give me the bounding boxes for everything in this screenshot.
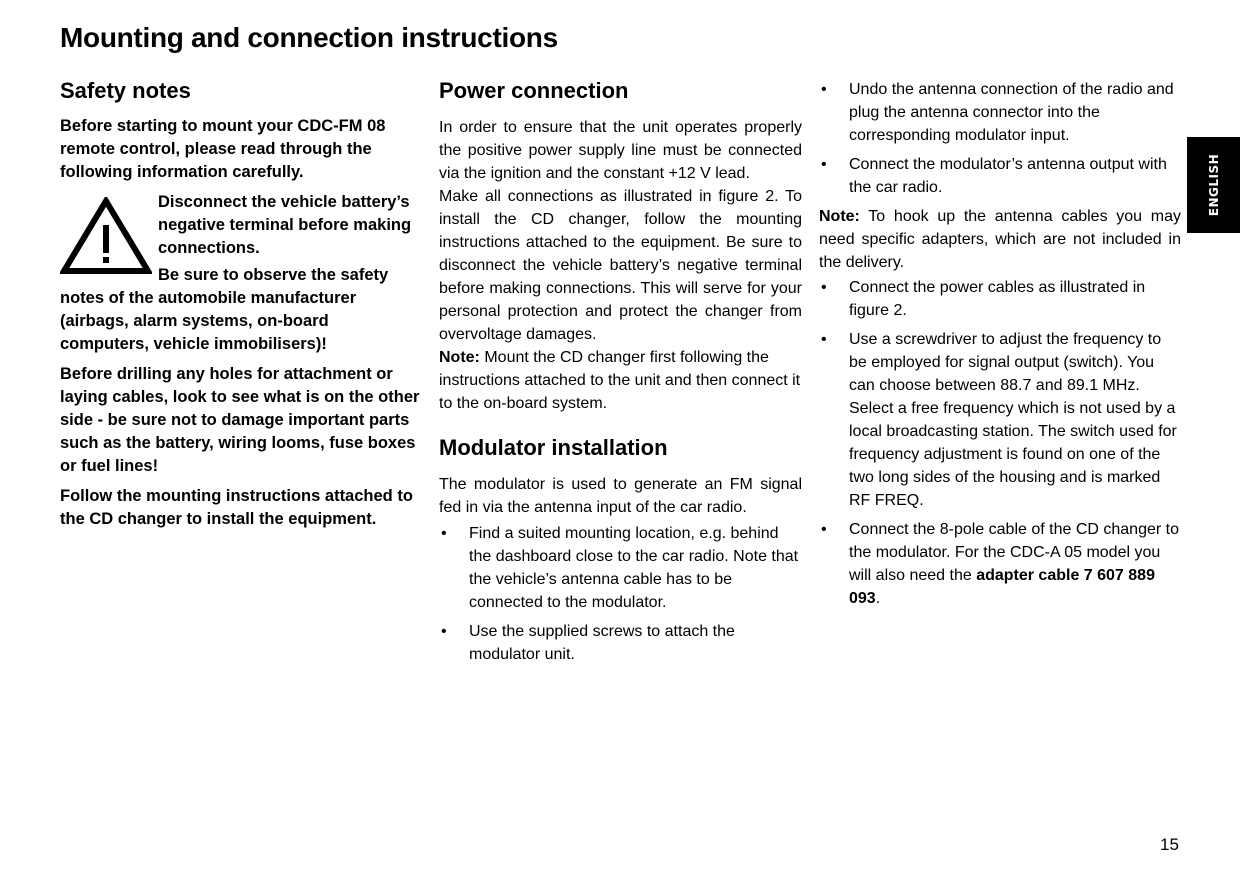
bullet-icon: •	[821, 521, 827, 538]
list-item: • Connect the 8-pole cable of the CD changer to the modulator. For the CDC-A 05 model you will also need the adapter cable 7 607 889 093.	[819, 518, 1181, 610]
bullet-icon: •	[441, 525, 447, 542]
adapter-cable-part-number: adapter cable 7 607 889 093	[849, 567, 1155, 607]
list-item: • Find a suited mounting location, e.g. behind the dashboard close to the car radio. Note that the vehicle’s antenna cable has to be connected to the modulator.	[439, 522, 802, 614]
bullet-icon: •	[821, 156, 827, 173]
modulator-installation-heading: Modulator installation	[439, 435, 668, 460]
drilling-warning: Before drilling any holes for attachment or laying cables, look to see what is on the other side - be sure not to damage important parts such as the battery, wiring looms, fuse boxes or fuel lines!	[60, 365, 420, 475]
modulator-paragraph: The modulator is used to generate an FM signal fed in via the antenna input of the car radio.	[439, 476, 802, 516]
list-item: • Use the supplied screws to attach the modulator unit.	[439, 620, 802, 666]
antenna-bullet-list	[819, 78, 1181, 199]
safety-notes-column	[60, 78, 422, 538]
power-connection-column	[439, 78, 802, 672]
language-side-tab	[1187, 137, 1240, 233]
note-text: Mount the CD changer first following the instructions attached to the unit and then connect it to the on-board system.	[439, 349, 801, 412]
warning-triangle-icon	[60, 197, 152, 275]
list-item: • Use a screwdriver to adjust the frequency to be employed for signal output (switch). You can choose between 88.7 and 89.1 MHz. Select a free frequency which is not used by a local broadcasting station. The switch used for frequency adjustment is found on one of the two long sides of the housing and is marked RF FREQ.	[819, 328, 1181, 512]
note-label: Note:	[439, 349, 480, 366]
antenna-connection-column	[819, 78, 1181, 616]
list-item: • Undo the antenna connection of the radio and plug the antenna connector into the corresponding modulator input.	[819, 78, 1181, 147]
warning-text: Disconnect the vehicle battery’s negative terminal before making connections.	[158, 193, 412, 257]
safety-intro: Before starting to mount your CDC-FM 08 remote control, please read through the following information carefully.	[60, 117, 386, 181]
warning-block	[60, 191, 422, 363]
list-item: • Connect the power cables as illustrated in figure 2.	[819, 276, 1181, 322]
power-paragraph-2: Make all connections as illustrated in figure 2. To install the CD changer, follow the mounting instructions attached to the equipment. Be sure to disconnect the vehicle battery’s negative terminal before making connections. This will serve for your personal protection and protect the changer from overvoltage damages.	[439, 188, 802, 343]
page-number: 15	[1160, 835, 1179, 854]
safety-notes-heading: Safety notes	[60, 78, 191, 103]
bullet-icon: •	[821, 279, 827, 296]
follow-instructions: Follow the mounting instructions attached to the CD changer to install the equipment.	[60, 487, 413, 528]
frequency-bullet-list	[819, 276, 1181, 610]
modulator-bullet-list	[439, 522, 802, 666]
bullet-icon: •	[441, 623, 447, 640]
power-connection-heading: Power connection	[439, 78, 629, 103]
bullet-icon: •	[821, 331, 827, 348]
power-note	[439, 346, 802, 415]
power-paragraph-1: In order to ensure that the unit operates properly the positive power supply line must be connected via the ignition and the constant +12 V lead.	[439, 119, 802, 182]
note-text: To hook up the antenna cables you may need specific adapters, which are not included in the delivery.	[819, 208, 1181, 271]
language-label: ENGLISH	[1206, 153, 1221, 217]
list-item: • Connect the modulator’s antenna output with the car radio.	[819, 153, 1181, 199]
note-label: Note:	[819, 208, 860, 225]
safety-notes-manufacturer: Be sure to observe the safety notes of the automobile manufacturer (airbags, alarm systems, on-board computers, vehicle immobilisers)!	[60, 266, 389, 353]
page-title: Mounting and connection instructions	[60, 22, 558, 53]
antenna-note	[819, 205, 1181, 274]
bullet-icon: •	[821, 81, 827, 98]
